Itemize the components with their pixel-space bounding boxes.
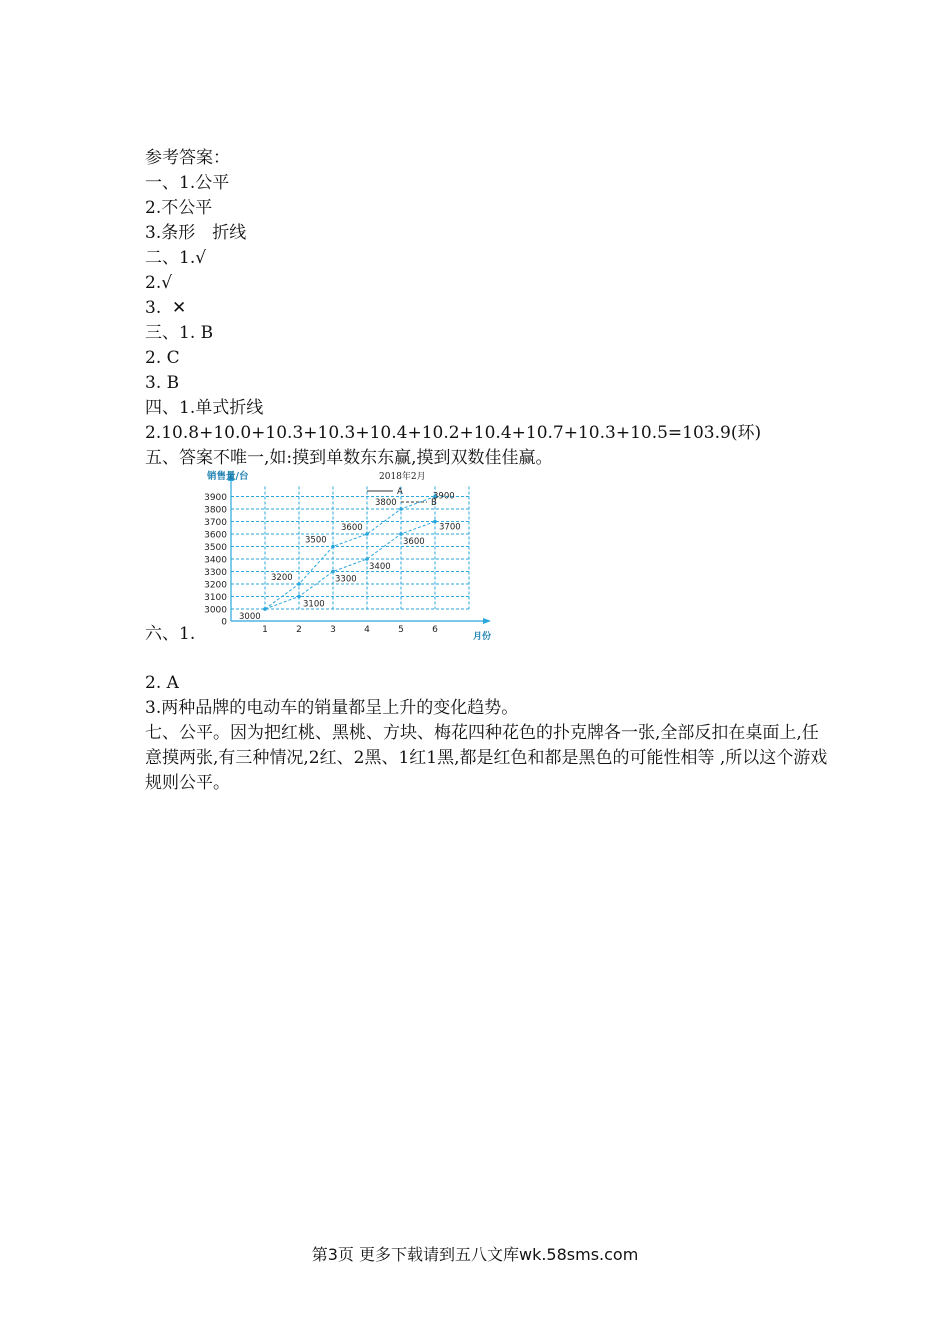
answer-line: 2.√ — [145, 273, 173, 293]
data-point — [399, 507, 403, 511]
answer-line: 3. ✕ — [145, 298, 187, 318]
data-label: 3300 — [335, 574, 357, 585]
data-point — [433, 520, 437, 524]
answer-line: 2. C — [145, 348, 180, 368]
data-label: 3900 — [433, 491, 455, 502]
x-axis-arrow — [483, 618, 491, 624]
answer-content — [145, 146, 835, 796]
data-point — [331, 570, 335, 574]
data-point — [365, 532, 369, 536]
answer-line: 2. A — [145, 673, 179, 693]
y-tick-label: 3500 — [204, 543, 227, 553]
data-label: 3000 — [239, 612, 261, 622]
answers-title: 参考答案： — [145, 148, 230, 168]
answer-line: 3. B — [145, 373, 180, 393]
y-tick-label: 3900 — [204, 493, 227, 503]
x-tick-label: 1 — [262, 625, 268, 635]
data-label: 3600 — [403, 537, 425, 547]
footer-page-number: 3 — [327, 1245, 338, 1264]
data-point — [331, 545, 335, 549]
data-label: 3600 — [341, 523, 363, 533]
answer-line: 六、1. — [145, 624, 196, 644]
series-line — [265, 522, 435, 610]
answer-line: 五、答案不唯一,如:摸到单数东东赢,摸到双数佳佳赢。 — [145, 448, 553, 468]
page-footer — [0, 1242, 950, 1265]
data-point — [263, 607, 267, 611]
data-point — [365, 557, 369, 561]
y-tick-label: 3300 — [204, 568, 227, 578]
data-point — [297, 582, 301, 586]
x-axis-title: 月份 — [473, 632, 492, 642]
x-tick-label: 2 — [296, 625, 302, 635]
data-label: 3100 — [303, 599, 325, 610]
answer-line: 2.不公平 — [145, 198, 213, 218]
data-label: 3800 — [375, 498, 397, 508]
y-axis-title: 销售量/台 — [207, 471, 249, 482]
x-tick-label: 6 — [432, 625, 438, 635]
chart-row — [145, 471, 835, 671]
answer-line: 3.条形 折线 — [145, 223, 247, 243]
answer-line: 四、1.单式折线 — [145, 398, 264, 418]
data-label: 3500 — [305, 535, 327, 546]
data-label: 3400 — [369, 562, 391, 572]
y-tick-label: 3000 — [204, 605, 227, 616]
y-tick-label: 3400 — [204, 555, 227, 566]
legend-label: B — [431, 498, 437, 508]
data-point — [297, 595, 301, 599]
y-origin-label: 0 — [221, 617, 227, 628]
y-tick-label: 3200 — [204, 580, 227, 591]
footer-site-link[interactable]: wk.58sms.com — [518, 1245, 639, 1264]
data-label: 3200 — [271, 573, 293, 583]
answer-line: 3.两种品牌的电动车的销量都呈上升的变化趋势。 — [145, 698, 519, 718]
answer-line: 三、1. B — [145, 323, 214, 343]
footer-page-prefix: 第 — [311, 1245, 328, 1264]
data-label: 3700 — [439, 522, 461, 533]
legend-label: A — [397, 487, 403, 497]
footer-download-text: 页 更多下载请到五八文库 — [337, 1245, 519, 1264]
x-tick-label: 4 — [364, 625, 370, 635]
y-tick-label: 3600 — [204, 530, 227, 541]
y-tick-label: 3700 — [204, 518, 227, 528]
y-tick-label: 3100 — [204, 593, 227, 603]
answer-paragraph: 七、公平。因为把红桃、黑桃、方块、梅花四种花色的扑克牌各一张,全部反扣在桌面上,任意摸两张,有三种情况,2红、2黑、1红1黑,都是红色和都是黑色的可能性相等 ,所以这个游戏规则公平。 — [145, 723, 828, 793]
answer-line: 2.10.8+10.0+10.3+10.3+10.4+10.2+10.4+10.7+10.3+10.5=103.9(环) — [145, 423, 762, 443]
sales-line-chart — [189, 469, 492, 654]
y-tick-label: 3800 — [204, 505, 227, 516]
answer-line: 二、1.√ — [145, 248, 207, 268]
data-point — [399, 532, 403, 536]
x-tick-label: 5 — [398, 625, 404, 635]
series-line — [265, 497, 435, 610]
chart-title: 2018年2月 — [379, 472, 426, 482]
answer-line: 一、1.公平 — [145, 173, 230, 193]
x-tick-label: 3 — [330, 625, 336, 635]
